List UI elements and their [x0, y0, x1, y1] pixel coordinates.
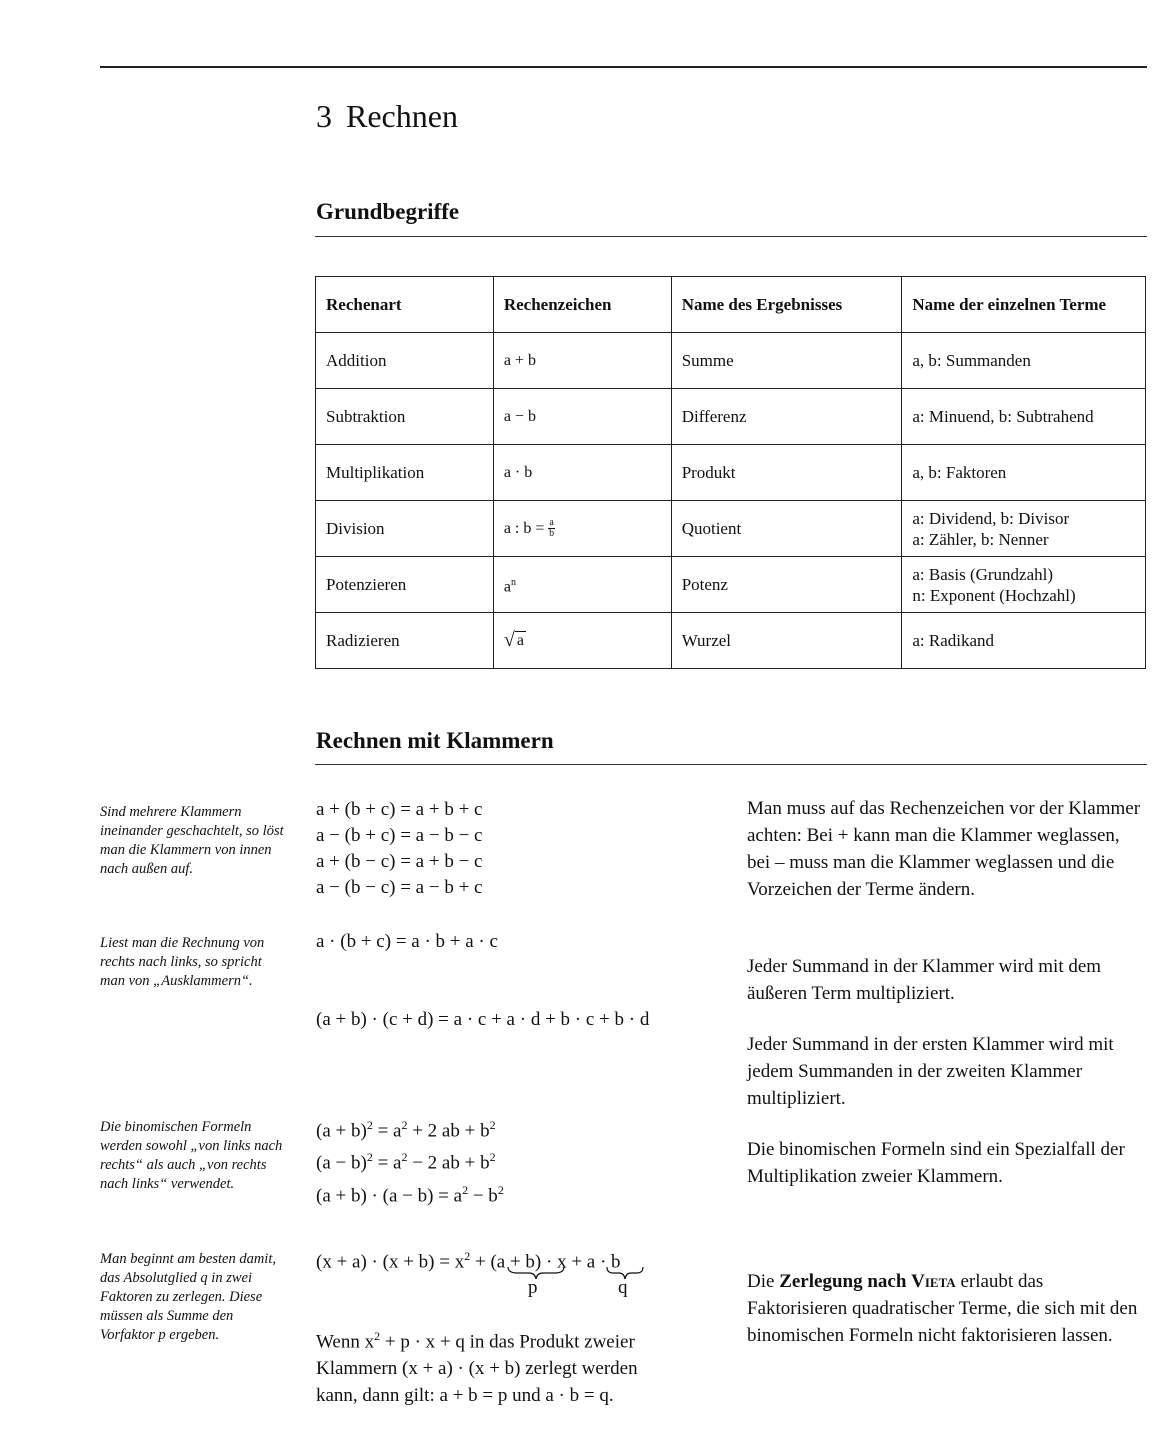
- formula-line: a − (b − c) = a − b + c: [316, 877, 483, 898]
- formula-line: a − (b + c) = a − b − c: [316, 825, 483, 846]
- distributive-law: a · (b + c) = a · b + a · c: [316, 931, 498, 952]
- table-row: [316, 445, 1146, 501]
- label-p: p: [528, 1277, 538, 1298]
- symbol-cell: [493, 613, 671, 669]
- margin-note: Liest man die Rechnung von rechts nach links, so spricht man von „Ausklammern“.: [100, 935, 265, 989]
- vieta-line: Wenn $x^2 + p \cdot x + q$ in das Produkt zweier: [316, 1329, 635, 1353]
- result-cell: Wurzel: [671, 613, 902, 669]
- brace-term-p: (a + b): [490, 1251, 542, 1273]
- vieta-line: Klammern (x + a) · (x + b) zerlegt werden: [316, 1358, 638, 1380]
- table-row: [316, 389, 1146, 445]
- symbol-cell: [493, 501, 671, 557]
- terms-line: a: Zähler, b: Nenner: [912, 529, 1049, 549]
- chapter-number: 3: [316, 98, 332, 134]
- operations-table: [315, 276, 1146, 669]
- two-bracket-product: (a + b) · (c + d) = a · c + a · d + b · c + b · d: [316, 1009, 650, 1030]
- vieta-condition: [316, 1323, 638, 1409]
- table-header-row: [316, 277, 1146, 333]
- result-cell: Potenz: [671, 557, 902, 613]
- binomial-formula-3: $(a + b) \cdot (a - b) = a^2 - b^2$: [316, 1182, 504, 1206]
- result-cell: Summe: [671, 333, 902, 389]
- explanation-two-brackets: Jeder Summand in der ersten Klammer wird mit jedem Summanden in der zweiten Klammer multipliziert.: [747, 1034, 1114, 1109]
- symbol-cell: a + b: [493, 333, 671, 389]
- chapter-heading: [316, 98, 458, 135]
- explanation-distributive: Jeder Summand in der Klammer wird mit dem äußeren Term multipliziert.: [747, 956, 1102, 1004]
- op-cell: Potenzieren: [316, 557, 494, 613]
- terms-cell: a, b: Faktoren: [902, 445, 1146, 501]
- terms-cell: [902, 557, 1146, 613]
- chapter-title: Rechnen: [346, 98, 458, 134]
- table-row: [316, 613, 1146, 669]
- label-q: q: [618, 1277, 628, 1298]
- division-symbol: a : b =: [503, 519, 545, 537]
- section-rule: [315, 236, 1147, 237]
- header-cell: Name des Ergebnisses: [671, 277, 902, 333]
- header-cell: Rechenzeichen: [493, 277, 671, 333]
- result-cell: Produkt: [671, 445, 902, 501]
- result-cell: Quotient: [671, 501, 902, 557]
- terms-line: n: Exponent (Hochzahl): [912, 585, 1076, 605]
- symbol-cell: a − b: [493, 389, 671, 445]
- section-rule: [315, 764, 1147, 765]
- binomial-formulas: [316, 1112, 504, 1209]
- top-rule: [100, 66, 1147, 68]
- square-root: [504, 630, 526, 650]
- symbol-cell: [493, 557, 671, 613]
- fraction-numerator: a: [549, 517, 554, 529]
- symbol-cell: a · b: [493, 445, 671, 501]
- explanation-binomial: Die binomischen Formeln sind ein Spezialfall der Multiplikation zweier Klammern.: [747, 1139, 1125, 1187]
- terms-line: a: Basis (Grundzahl): [912, 564, 1054, 584]
- formula-line: a + (b + c) = a + b + c: [316, 799, 483, 820]
- brace-term-q: a · b: [586, 1251, 621, 1273]
- vieta-line: kann, dann gilt: a + b = p und a · b = q.: [316, 1385, 614, 1407]
- op-cell: Radizieren: [316, 613, 494, 669]
- vieta-formula: $(x + a) \cdot (x + b) = x^2 + (a + b) \cdot x + a \cdot b$: [316, 1249, 621, 1273]
- fraction: [548, 518, 554, 539]
- terms-cell: [902, 501, 1146, 557]
- bracket-rules: [316, 797, 482, 901]
- radicand: a: [516, 631, 524, 649]
- header-cell: Name der einzelnen Terme: [902, 277, 1146, 333]
- power-base: a: [503, 578, 511, 596]
- op-cell: Subtraktion: [316, 389, 494, 445]
- op-cell: Addition: [316, 333, 494, 389]
- terms-line: a: Dividend, b: Divisor: [912, 508, 1070, 528]
- margin-note: Die binomischen Formeln werden sowohl „von links nach rechts“ als auch „von rechts nach links“ verwendet.: [100, 1119, 283, 1192]
- op-cell: Division: [316, 501, 494, 557]
- terms-cell: a, b: Summanden: [902, 333, 1146, 389]
- result-cell: Differenz: [671, 389, 902, 445]
- section-title-klammern: Rechnen mit Klammern: [316, 728, 554, 753]
- margin-note: Man beginnt am besten damit, das Absolutglied q in zwei Faktoren zu zerlegen. Diese müssen als Summe den Vorfaktor p ergeben.: [100, 1251, 276, 1343]
- binomial-formula-1: $(a + b)^2 = a^2 + 2$ ab + $b^2$: [316, 1118, 496, 1142]
- formula-line: a + (b − c) = a + b − c: [316, 851, 483, 872]
- op-cell: Multiplikation: [316, 445, 494, 501]
- header-cell: Rechenart: [316, 277, 494, 333]
- explanation-brackets: Man muss auf das Rechenzeichen vor der Klammer achten: Bei + kann man die Klammer weglassen, bei – muss man die Klammer weglassen und die Vorzeichen der Terme ändern.: [747, 798, 1141, 900]
- explanation-vieta: Die Zerlegung nach Vieta erlaubt das Faktorisieren quadratischer Terme, die sich mit den binomischen Formeln nicht faktorisieren lassen.: [747, 1271, 1138, 1346]
- table-row: [316, 333, 1146, 389]
- binomial-formula-2: $(a - b)^2 = a^2 - 2$ ab + $b^2$: [316, 1150, 496, 1174]
- table-row: [316, 557, 1146, 613]
- terms-cell: a: Radikand: [902, 613, 1146, 669]
- power-exponent: n: [510, 576, 516, 588]
- terms-cell: a: Minuend, b: Subtrahend: [902, 389, 1146, 445]
- radical-sign: √: [503, 628, 515, 651]
- fraction-denominator: b: [549, 528, 555, 540]
- table-row: [316, 501, 1146, 557]
- margin-note: Sind mehrere Klammern ineinander geschachtelt, so löst man die Klammern von innen nach außen auf.: [100, 804, 284, 877]
- section-title-grundbegriffe: Grundbegriffe: [316, 199, 460, 224]
